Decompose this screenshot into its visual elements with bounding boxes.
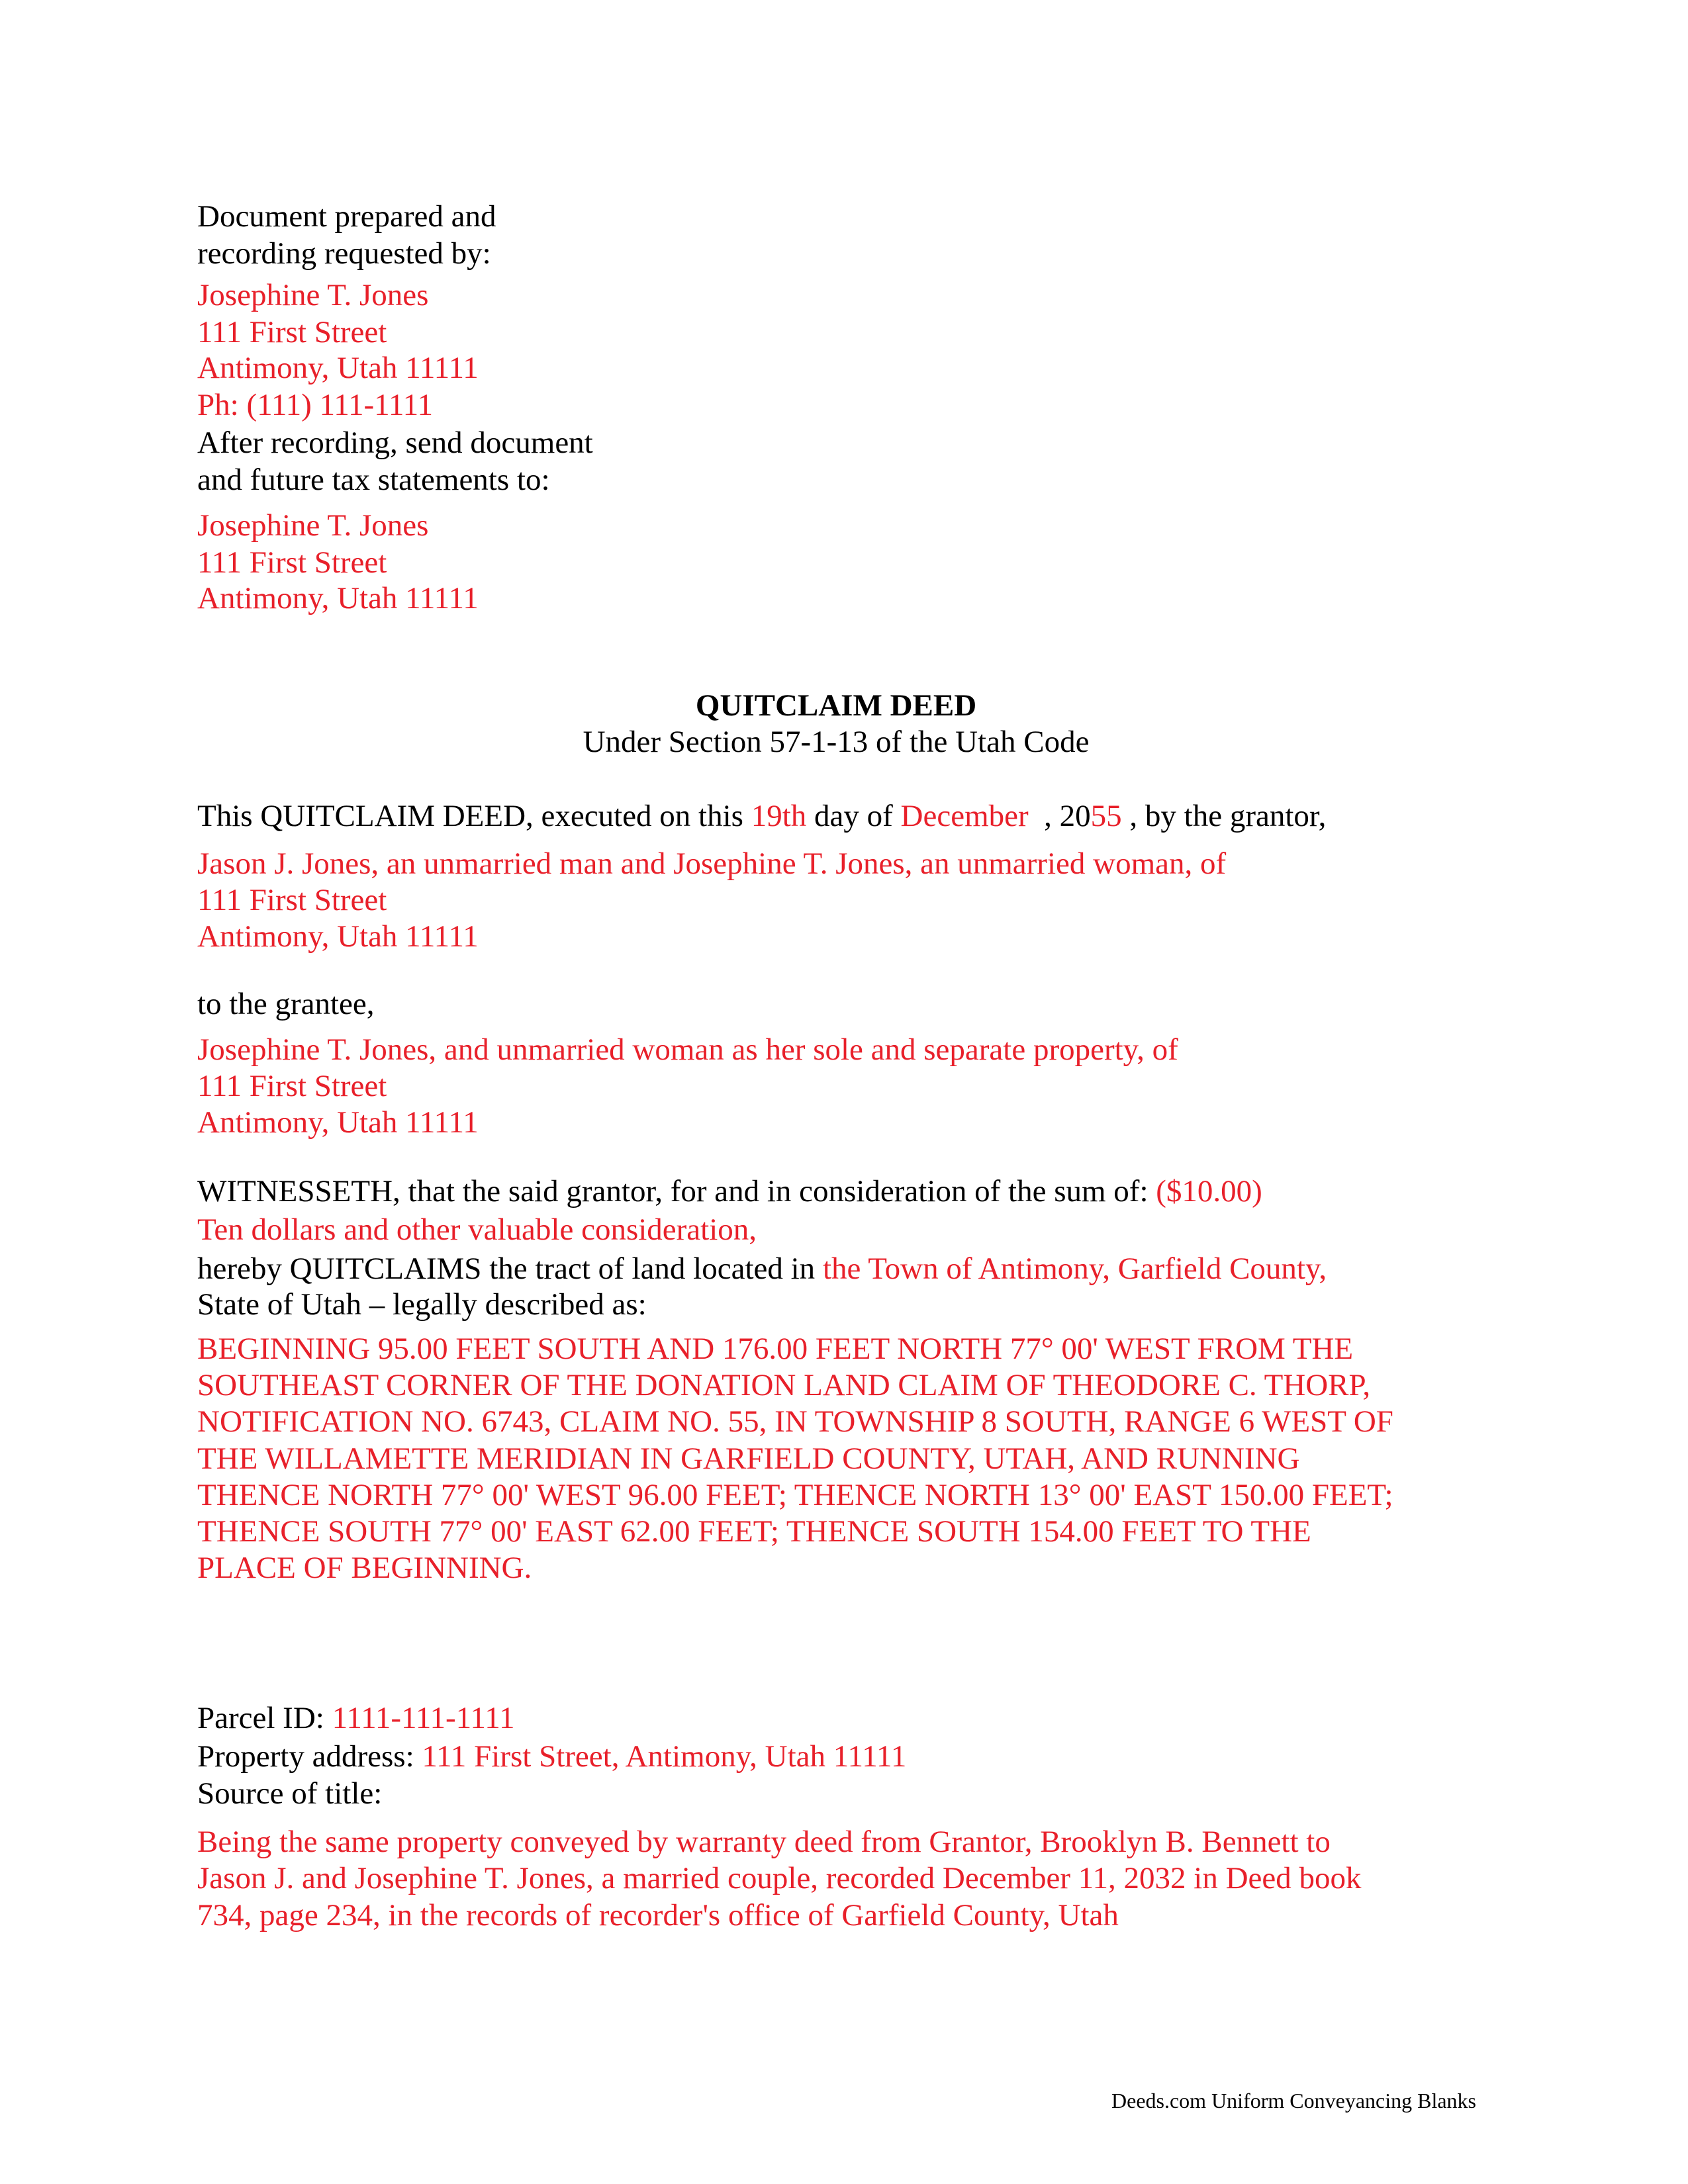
state-line: State of Utah – legally described as: bbox=[197, 1287, 647, 1322]
execution-year-prefix: , 20 bbox=[1044, 799, 1091, 833]
legal-description-line: PLACE OF BEGINNING. bbox=[197, 1551, 532, 1585]
source-line: 734, page 234, in the records of recorder's office of Garfield County, Utah bbox=[197, 1898, 1119, 1933]
location-line bbox=[197, 1250, 1327, 1287]
send-to-name: Josephine T. Jones bbox=[197, 508, 429, 543]
execution-line bbox=[197, 797, 1326, 835]
grantor-names: Jason J. Jones, an unmarried man and Josephine T. Jones, an unmarried woman, of bbox=[197, 846, 1227, 881]
deed-title: QUITCLAIM DEED bbox=[695, 688, 977, 723]
location-value: the Town of Antimony, Garfield County, bbox=[822, 1251, 1327, 1286]
location-prefix: hereby QUITCLAIMS the tract of land located in bbox=[197, 1251, 816, 1286]
prepared-by-label: Document prepared and bbox=[197, 199, 496, 234]
legal-description-line: THENCE SOUTH 77° 00' EAST 62.00 FEET; THENCE SOUTH 154.00 FEET TO THE bbox=[197, 1514, 1311, 1549]
execution-month: December bbox=[900, 799, 1029, 833]
grantee-label: to the grantee, bbox=[197, 987, 375, 1021]
legal-description-line: SOUTHEAST CORNER OF THE DONATION LAND CLAIM OF THEODORE C. THORP, bbox=[197, 1368, 1371, 1402]
execution-suffix: , by the grantor, bbox=[1129, 799, 1327, 833]
property-address-value: 111 First Street, Antimony, Utah 11111 bbox=[422, 1739, 907, 1774]
send-to-street: 111 First Street bbox=[197, 545, 387, 580]
preparer-phone: Ph: (111) 111-1111 bbox=[197, 388, 433, 422]
property-address-line bbox=[197, 1738, 906, 1775]
grantee-street: 111 First Street bbox=[197, 1069, 387, 1103]
execution-day: 19th bbox=[751, 799, 807, 833]
send-to-label: and future tax statements to: bbox=[197, 463, 550, 497]
source-line: Being the same property conveyed by warranty deed from Grantor, Brooklyn B. Bennett to bbox=[197, 1825, 1331, 1859]
execution-year-suffix: 55 bbox=[1090, 799, 1122, 833]
property-address-label: Property address: bbox=[197, 1739, 414, 1774]
execution-day-of: day of bbox=[814, 799, 893, 833]
consideration-prefix: WITNESSETH, that the said grantor, for and in consideration of the sum of: bbox=[197, 1174, 1149, 1208]
grantor-city: Antimony, Utah 11111 bbox=[197, 919, 479, 954]
consideration-words: Ten dollars and other valuable consideration, bbox=[197, 1212, 757, 1247]
consideration-amount: ($10.00) bbox=[1156, 1174, 1262, 1208]
execution-prefix: This QUITCLAIM DEED, executed on this bbox=[197, 799, 743, 833]
send-to-label: After recording, send document bbox=[197, 426, 593, 460]
grantor-street: 111 First Street bbox=[197, 883, 387, 917]
parcel-id-value: 1111-111-1111 bbox=[332, 1701, 515, 1735]
grantee-name: Josephine T. Jones, and unmarried woman as her sole and separate property, of bbox=[197, 1032, 1178, 1067]
parcel-id-line bbox=[197, 1700, 514, 1737]
consideration-line bbox=[197, 1173, 1262, 1210]
preparer-city: Antimony, Utah 11111 bbox=[197, 351, 479, 385]
legal-description-line: THE WILLAMETTE MERIDIAN IN GARFIELD COUNTY, UTAH, AND RUNNING bbox=[197, 1441, 1300, 1476]
footer-branding: Deeds.com Uniform Conveyancing Blanks bbox=[1111, 2089, 1476, 2113]
legal-description-line: BEGINNING 95.00 FEET SOUTH AND 176.00 FEET NORTH 77° 00' WEST FROM THE bbox=[197, 1332, 1354, 1366]
grantee-city: Antimony, Utah 11111 bbox=[197, 1105, 479, 1140]
source-label: Source of title: bbox=[197, 1776, 383, 1811]
preparer-street: 111 First Street bbox=[197, 315, 387, 349]
legal-description-line: NOTIFICATION NO. 6743, CLAIM NO. 55, IN TOWNSHIP 8 SOUTH, RANGE 6 WEST OF bbox=[197, 1404, 1393, 1439]
legal-description-line: THENCE NORTH 77° 00' WEST 96.00 FEET; THENCE NORTH 13° 00' EAST 150.00 FEET; bbox=[197, 1478, 1393, 1512]
prepared-by-label: recording requested by: bbox=[197, 236, 491, 271]
send-to-city: Antimony, Utah 11111 bbox=[197, 581, 479, 615]
parcel-id-label: Parcel ID: bbox=[197, 1701, 324, 1735]
source-line: Jason J. and Josephine T. Jones, a married couple, recorded December 11, 2032 in Deed book bbox=[197, 1861, 1362, 1895]
preparer-name: Josephine T. Jones bbox=[197, 278, 429, 312]
deed-subtitle: Under Section 57-1-13 of the Utah Code bbox=[583, 725, 1090, 759]
